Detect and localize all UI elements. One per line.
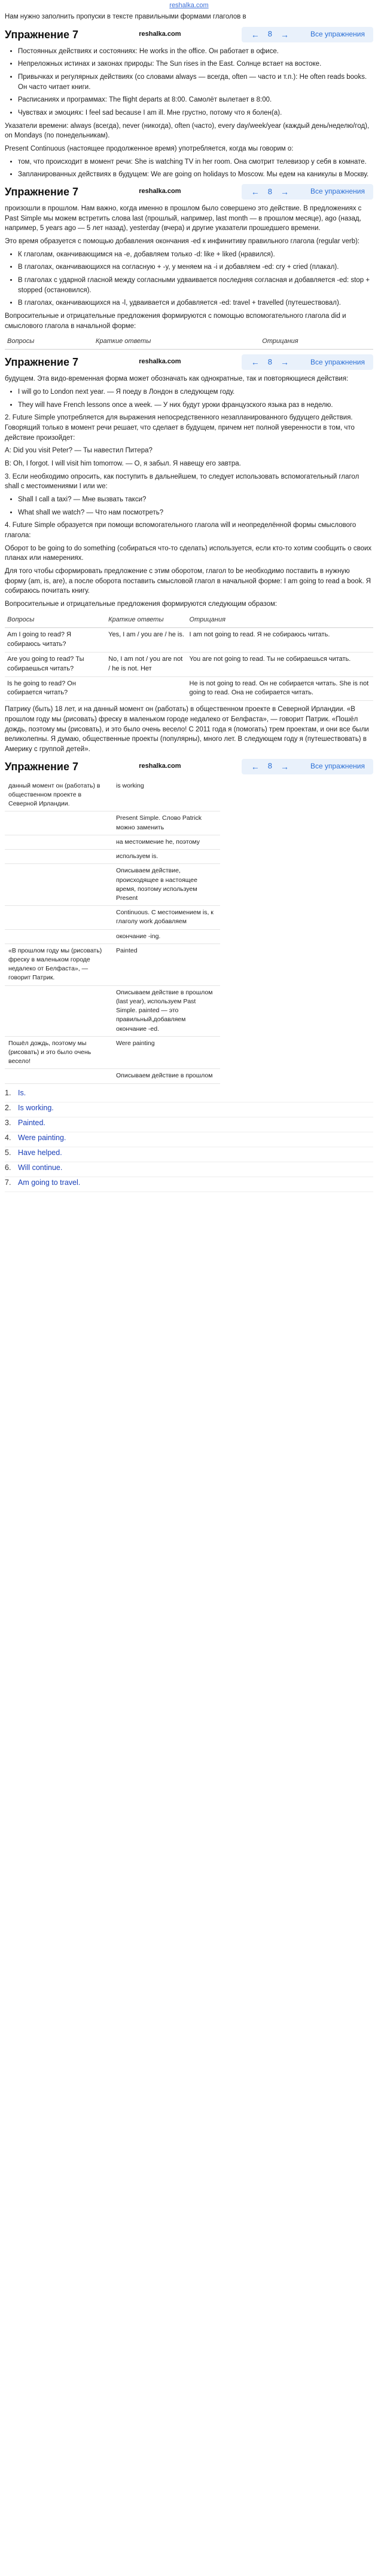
table-header: Вопросы [5, 613, 106, 627]
table-cell: Описываем действие, происходящее в настоящее время, поэтому используем Present [112, 864, 220, 906]
table-row [5, 929, 220, 944]
table-row [5, 850, 220, 864]
list-item: 6. Will continue. [5, 1162, 373, 1177]
prev-exercise-button[interactable]: ← [251, 761, 260, 771]
exercise-number: 8 [267, 29, 272, 39]
table-row [5, 676, 373, 701]
table-cell: is working [112, 779, 220, 811]
intro-text: Нам нужно заполнить пропуски в тексте правильными формами глаголов в [5, 13, 246, 20]
list-item: • Shall I call a taxi? — Мне вызвать такси? [18, 495, 373, 505]
table-cell: No, I am not / you are not / he is not. Нет [106, 652, 187, 676]
future-simple-p4: 4. Future Simple образуется при помощи вспомогательного глагола will и неопределённой формы смыслового глагола: [5, 522, 356, 540]
list-item: 4. Were painting. [5, 1132, 373, 1147]
table-row [5, 652, 373, 676]
list-item: • Чувствах и эмоциях: I feel sad because I am ill. Мне грустно, потому что я болен(а). [18, 108, 373, 118]
exercise-title: Упражнение 7 [5, 28, 78, 41]
table-header: Краткие ответы [106, 613, 187, 627]
table-cell: I am not going to read. Я не собираюсь читать. [187, 627, 373, 652]
past-simple-table [5, 335, 373, 350]
list-item: • They will have French lessons once a week. — У них будут уроки французского языка раз в неделю. [18, 400, 373, 411]
table-cell: Описываем действие в прошлом (last year), используем Past Simple. painted — это правильный,добавляем окончание -ed. [112, 985, 220, 1036]
table-cell [5, 811, 112, 835]
time-words: Указатели времени: always (всегда), never (никогда), often (часто), every day/week/year (каждый день/неделю/год), on Mondays (по понедельникам). [5, 122, 370, 140]
table-cell [5, 1069, 112, 1083]
exercise-title: Упражнение 7 [5, 186, 78, 198]
exercise-bar [5, 353, 373, 371]
past-simple-p1: произошли в прошлом. Нам важно, когда именно в прошлом было совершено это действие. В предложениях с Past Simple мы можем встретить слова last (прошлый, например, last month — в прошлом месяце), ago (назад, например, 5 years ago — 5 лет назад), yesterday (вчера) и другие указатели прошедшего времени. [5, 205, 362, 232]
dialog-b: B: Oh, I forgot. I will visit him tomorrow. — О, я забыл. Я навещу его завтра. [5, 460, 241, 468]
answer-text: Is working. [18, 1103, 54, 1112]
exercise-nav [242, 27, 373, 42]
table-cell: Present Simple. Слово Patrick можно заменить [112, 811, 220, 835]
table-cell [106, 676, 187, 701]
prev-exercise-button[interactable]: ← [251, 29, 260, 39]
list-item: 2. Is working. [5, 1102, 373, 1117]
exercise-bar [5, 183, 373, 201]
exercise-bar [5, 758, 373, 776]
list-item: • В глаголах, оканчивающихся на согласную + -y, y меняем на -i и добавляем -ed: cry + cried (плакал). [18, 262, 373, 272]
table-row [5, 985, 220, 1036]
page [0, 0, 378, 1197]
table-cell: Yes, I am / you are / he is. [106, 627, 187, 652]
exercise-nav [242, 759, 373, 774]
exercise-number: 8 [267, 357, 272, 366]
list-item: • том, что происходит в момент речи: She is watching TV in her room. Она смотрит телевизор у себя в комнате. [18, 157, 373, 167]
list-item: • К глаголам, оканчивающимся на -e, добавляем только -d: like + liked (нравился). [18, 250, 373, 260]
exercise-nav [242, 354, 373, 370]
table-cell: Are you going to read? Ты собираешься читать? [5, 652, 106, 676]
list-item: • Запланированных действиях в будущем: We are going on holidays to Moscow. Мы едем на каникулы в Москву. [18, 170, 373, 180]
list-item: • Постоянных действиях и состояниях: He works in the office. Он работает в офисе. [18, 47, 373, 57]
future-simple-p1: будущем. Эта видо-временная форма может обозначать как однократные, так и повторяющиеся действия: [5, 375, 349, 383]
watermark: reshalka.com [139, 30, 181, 38]
prev-exercise-button[interactable]: ← [251, 186, 260, 197]
next-exercise-button[interactable]: → [280, 357, 289, 367]
table-header: Отрицания [187, 613, 373, 627]
table-cell: Were painting [112, 1036, 220, 1069]
exercise-number: 8 [267, 186, 272, 196]
list-item: • I will go to London next year. — Я поеду в Лондон в следующем году. [18, 387, 373, 397]
exercise-bar [5, 26, 373, 44]
table-cell: на местоимение he, поэтому [112, 835, 220, 849]
table-cell: Is he going to read? Он собирается читать? [5, 676, 106, 701]
all-exercises-link[interactable]: Все упражнения [310, 187, 365, 196]
watermark: reshalka.com [139, 762, 181, 770]
answer-text: Have helped. [18, 1148, 62, 1157]
next-exercise-button[interactable]: → [280, 186, 289, 197]
list-item: • В глаголах с ударной гласной между согласными удваивается последняя согласная и добавляется -ed: stop + stopped (остановился). [18, 275, 373, 295]
list-item: • Расписаниях и программах: The flight departs at 8:00. Самолёт вылетает в 8:00. [18, 95, 373, 105]
all-exercises-link[interactable]: Все упражнения [310, 29, 365, 38]
table-header: Вопросы [5, 335, 93, 349]
table-cell: «В прошлом году мы (рисовать) фреску в маленьком городе недалеко от Белфаста», — говорит Патрик. [5, 944, 112, 985]
table-cell: He is not going to read. Он не собирается читать. She is not going to read. Она не собирается читать. [187, 676, 373, 701]
table-row [5, 864, 220, 906]
table-cell: данный момент он (работать) в общественном проекте в Северной Ирландии. [5, 779, 112, 811]
top-site-link[interactable]: reshalka.com [169, 2, 209, 9]
table-row [5, 944, 220, 985]
list-item: • В глаголах, оканчивающихся на -l, удваивается и добавляется -ed: travel + travelled (путешествовал). [18, 298, 373, 308]
past-simple-p3: Вопросительные и отрицательные предложения формируются с помощью вспомогательного глагола did и смыслового глагола в начальной форме: [5, 313, 346, 330]
answer-text: Painted. [18, 1118, 45, 1127]
story-text: Патрику (быть) 18 лет, и на данный момент он (работать) в общественном проекте в Северной Ирландии. «В прошлом году мы (рисовать) фреску в маленьком городе недалеко от Белфаста», — говорит Патрик. «Пошёл дождь, поэтому мы (рисовать), и это было очень весело! С 2011 года я (помогать) трем проектам, и они все были великолепны. Я думаю, общественные проекты (популярны), много лет. В следующем году я (путешествовать) в Америку с группой детей». [5, 706, 369, 753]
dialog-a: A: Did you visit Peter? — Ты навестил Питера? [5, 447, 153, 455]
future-simple-rules [5, 387, 373, 410]
table-cell [5, 906, 112, 929]
list-item: • Привычках и регулярных действиях (со словами always — всегда, often — часто и т.п.): He often reads books. Он часто читает книги. [18, 72, 373, 92]
watermark: reshalka.com [139, 358, 181, 366]
table-cell: Описываем действие в прошлом [112, 1069, 220, 1083]
table-row [5, 906, 220, 929]
answers-list [5, 1088, 373, 1192]
answer-text: Were painting. [18, 1133, 66, 1142]
exercise-title: Упражнение 7 [5, 356, 78, 369]
all-exercises-link[interactable]: Все упражнения [310, 762, 365, 771]
exercise-title: Упражнение 7 [5, 760, 78, 773]
answer-text: Will continue. [18, 1163, 63, 1172]
table-cell [5, 835, 112, 849]
table-row [5, 835, 220, 849]
past-simple-rules [5, 250, 373, 308]
table-cell: You are not going to read. Ты не собираешься читать. [187, 652, 373, 676]
table-row [5, 1036, 220, 1069]
table-cell: окончание -ing. [112, 929, 220, 944]
table-cell: Painted [112, 944, 220, 985]
present-continuous-rules [5, 157, 373, 180]
table-cell [5, 864, 112, 906]
all-exercises-link[interactable]: Все упражнения [310, 357, 365, 366]
exercise-nav [242, 184, 373, 200]
going-to-p5: Оборот to be going to do something (собираться что-то сделать) используется, если кто-то хотим сообщить о своих планах или намерениях. [5, 544, 372, 562]
going-to-table [5, 613, 373, 702]
shall-rules [5, 495, 373, 517]
list-item: • Непреложных истинах и законах природы: The Sun rises in the East. Солнце встает на востоке. [18, 59, 373, 69]
table-header: Краткие ответы [93, 335, 260, 349]
exercise-number: 8 [267, 761, 272, 771]
list-item: 7. Am going to travel. [5, 1177, 373, 1192]
pc-intro: Present Continuous (настоящее продолженное время) употребляется, когда мы говорим о: [5, 145, 294, 153]
table-header: Отрицания [260, 335, 373, 349]
future-simple-p2: 2. Future Simple употребляется для выражения непосредственного незапланированного будущего действия. Говорящий только в момент речи решает, что сделает в будущем, причем нет полной уверенности в том, что действие произойдет: [5, 414, 355, 442]
table-row [5, 811, 220, 835]
future-simple-p3: 3. Если необходимо опросить, как поступить в дальнейшем, то следует использовать вспомогательный глагол shall с местоимениями I или we: [5, 473, 359, 491]
table-cell [5, 850, 112, 864]
explanation-table [5, 779, 220, 1084]
going-to-p7: Вопросительные и отрицательные предложения формируются следующим образом: [5, 601, 278, 608]
going-to-p6: Для того чтобы сформировать предложение с этим оборотом, глагол to be необходимо поставить в нужную форму (am, is, are), а после оборота поставить смысловой глагол в начальной форме: I am going to read a book. Я собираюсь почитать книгу. [5, 568, 371, 595]
table-cell: Am I going to read? Я собираюсь читать? [5, 627, 106, 652]
answer-text: Is. [18, 1088, 26, 1097]
answer-text: Am going to travel. [18, 1178, 81, 1187]
table-cell: Пошёл дождь, поэтому мы (рисовать) и это было очень весело! [5, 1036, 112, 1069]
list-item: • What shall we watch? — Что нам посмотреть? [18, 508, 373, 518]
table-cell: Continuous. С местоимением is, к глаголу work добавляем [112, 906, 220, 929]
list-item: 3. Painted. [5, 1117, 373, 1132]
present-simple-rules [5, 47, 373, 118]
table-cell: используем is. [112, 850, 220, 864]
table-cell [5, 985, 112, 1036]
next-exercise-button[interactable]: → [280, 29, 289, 39]
list-item: 1. Is. [5, 1088, 373, 1102]
list-item: 5. Have helped. [5, 1147, 373, 1162]
watermark: reshalka.com [139, 188, 181, 195]
table-cell [5, 929, 112, 944]
next-exercise-button[interactable]: → [280, 761, 289, 771]
past-simple-p2: Это время образуется с помощью добавления окончания -ed к инфинитиву правильного глагола (regular verb): [5, 238, 360, 246]
table-row [5, 627, 373, 652]
table-row [5, 1069, 220, 1083]
prev-exercise-button[interactable]: ← [251, 357, 260, 367]
table-row [5, 779, 220, 811]
